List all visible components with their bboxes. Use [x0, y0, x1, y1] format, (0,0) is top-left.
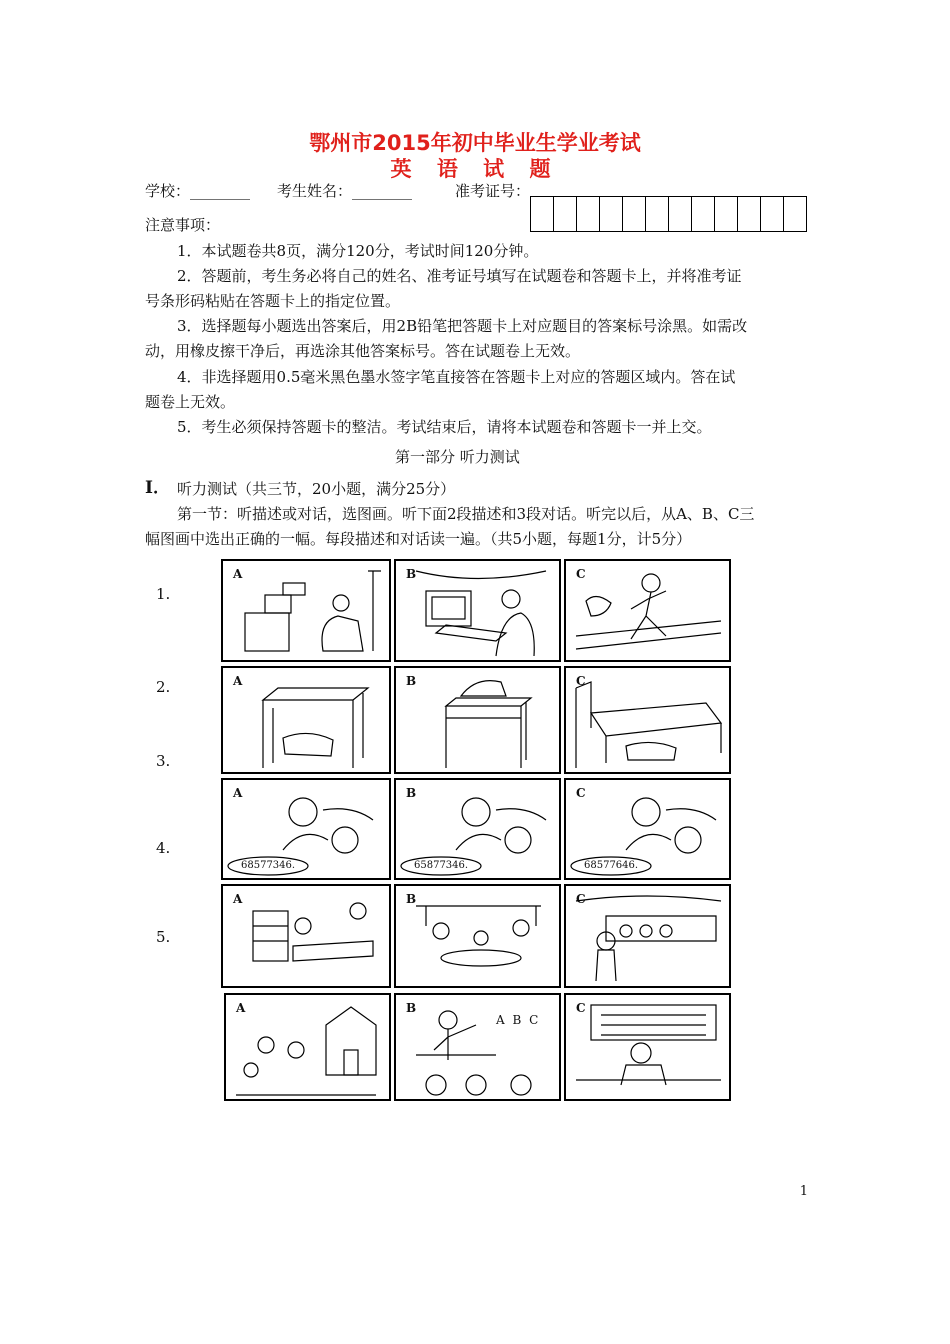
q4-option-b[interactable]: B: [394, 884, 561, 988]
town-crowd-picture: [226, 995, 389, 1099]
q2-option-a[interactable]: A: [221, 666, 391, 774]
id-label: 准考证号：: [455, 182, 531, 200]
board-letters: A B C: [496, 1013, 541, 1027]
subsection-1-line1: 第一节：听描述或对话，选图画。听下面2段描述和3段对话。听完以后，从A、B、C三: [177, 505, 755, 523]
question-2-number: 2.: [156, 678, 171, 696]
classroom-picture: [396, 995, 559, 1099]
school-field[interactable]: 学校：________: [145, 182, 251, 200]
q3-option-a[interactable]: A 68577346.: [221, 778, 391, 880]
note-5: 5．考生必须保持答题卡的整洁。考试结束后，请将本试题卷和答题卡一并上交。: [177, 418, 712, 436]
computer-picture: [396, 561, 559, 660]
phone-number-a: 68577346.: [241, 860, 296, 871]
q4-option-a[interactable]: A: [221, 884, 391, 988]
note-2b: 号条形码粘贴在答题卡上的指定位置。: [145, 292, 401, 310]
note-1: 1．本试题卷共8页，满分120分，考试时间120分钟。: [177, 242, 539, 260]
q5-option-b[interactable]: B A B C: [394, 993, 561, 1101]
q1-option-b[interactable]: B: [394, 559, 561, 662]
question-3-pictures: [221, 778, 734, 880]
note-3a: 3．选择题每小题选出答案后，用2B铅笔把答题卡上对应题目的答案标号涂黑。如需改: [177, 317, 748, 335]
running-girl-picture: [566, 561, 729, 660]
subsection-1-line2: 幅图画中选出正确的一幅。每段描述和对话读一遍。（共5小题，每题1分，计5分）: [145, 530, 692, 548]
note-4b: 题卷上无效。: [145, 393, 236, 411]
bag-on-table-picture: [396, 668, 559, 772]
living-room-picture: [223, 561, 389, 660]
q4-option-c[interactable]: C: [564, 884, 731, 988]
q1-option-c[interactable]: C: [564, 559, 731, 662]
bag-under-table-picture: [223, 668, 389, 772]
question-1-pictures: [221, 559, 734, 662]
section-title: 听力测试（共三节，20小题，满分25分）: [177, 480, 456, 498]
restaurant-picture: [396, 886, 559, 986]
q5-option-c[interactable]: C: [564, 993, 731, 1101]
note-4a: 4．非选择题用0.5毫米黑色墨水签字笔直接答在答题卡上对应的答题区域内。答在试: [177, 368, 736, 386]
market-picture: [566, 886, 729, 986]
id-number-boxes[interactable]: [530, 196, 807, 232]
question-4-number: 4.: [156, 839, 171, 857]
cooking-picture: [566, 995, 729, 1099]
section-number: I．: [145, 478, 170, 498]
exam-title: 鄂州市2015年初中毕业生学业考试: [309, 131, 641, 155]
q1-option-a[interactable]: A: [221, 559, 391, 662]
exam-subtitle: 英 语 试 题: [390, 157, 560, 181]
note-2a: 2．答题前，考生务必将自己的姓名、准考证号填写在试题卷和答题卡上，并将准考证: [177, 267, 742, 285]
question-4-pictures: [221, 884, 734, 988]
name-field[interactable]: 考生姓名：________: [277, 182, 413, 200]
q3-option-c[interactable]: C 68577646.: [564, 778, 731, 880]
q5-option-a[interactable]: A: [224, 993, 391, 1101]
notes-heading: 注意事项：: [145, 216, 221, 234]
question-5-pictures: [224, 993, 734, 1101]
bag-under-bed-picture: [566, 668, 729, 772]
note-3b: 动，用橡皮擦干净后，再选涂其他答案标号。答在试题卷上无效。: [145, 342, 581, 360]
question-5-number: 5.: [156, 928, 171, 946]
phone-number-c: 68577646.: [584, 860, 639, 871]
q2-option-b[interactable]: B: [394, 666, 561, 774]
part-title: 第一部分 听力测试: [395, 448, 520, 466]
question-2-pictures: [221, 666, 734, 774]
page-number: 1: [799, 1184, 808, 1199]
question-1-number: 1.: [156, 585, 171, 603]
q2-option-c[interactable]: C: [564, 666, 731, 774]
question-3-number: 3.: [156, 752, 171, 770]
phone-number-b: 65877346.: [414, 860, 469, 871]
q3-option-b[interactable]: B 65877346.: [394, 778, 561, 880]
bookstore-picture: [223, 886, 389, 986]
